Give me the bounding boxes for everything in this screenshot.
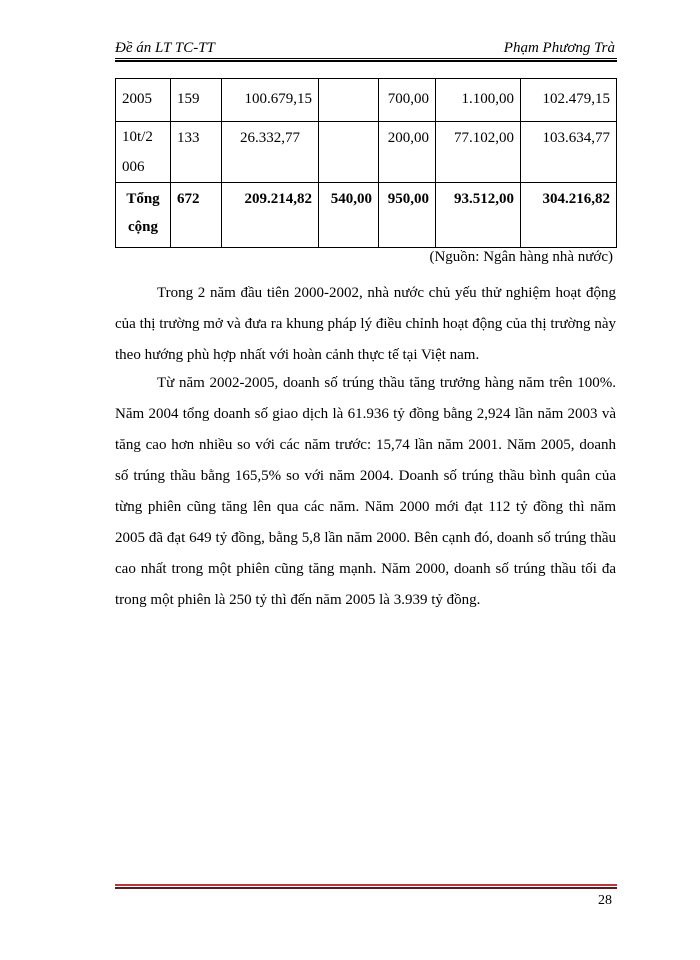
table-cell: 10t/2 006: [116, 122, 171, 183]
table-cell: 540,00: [319, 183, 379, 248]
table-cell: 672: [171, 183, 222, 248]
table-cell: [319, 79, 379, 122]
table-cell: 77.102,00: [436, 122, 521, 183]
table-cell: Tổng cộng: [116, 183, 171, 248]
table-cell: 93.512,00: [436, 183, 521, 248]
footer-rule: [115, 884, 617, 889]
table-cell: 26.332,77: [222, 122, 319, 183]
table-cell: 100.679,15: [222, 79, 319, 122]
page-number: 28: [598, 893, 612, 908]
table-cell: 103.634,77: [521, 122, 617, 183]
header-author: Phạm Phương Trà: [503, 40, 615, 56]
table-cell: 200,00: [379, 122, 436, 183]
paragraph: Từ năm 2002-2005, doanh số trúng thầu tăng trưởng hàng năm trên 100%. Năm 2004 tổng doanh số giao dịch là 61.936 tỷ đồng bằng 2,924 lần năm 2003 và tăng cao hơn nhiều so với các năm trước: 15,74 lần năm 2001. Năm 2005, doanh số trúng thầu bằng 165,5% so với năm 2004. Doanh số trúng thầu bình quân của từng phiên cũng tăng lên qua các năm. Năm 2000 mới đạt 112 tỷ đồng thì năm 2005 đã đạt 649 tỷ đồng, bằng 5,8 lần năm 2000. Bên cạnh đó, doanh số trúng thầu cao nhất trong một phiên cũng tăng mạnh. Năm 2000, doanh số trúng thầu tối đa trong một phiên là 250 tỷ thì đến năm 2005 là 3.939 tỷ đồng.: [115, 375, 616, 608]
source-note: (Nguồn: Ngân hàng nhà nước): [429, 249, 613, 265]
table-cell: 304.216,82: [521, 183, 617, 248]
header-rule: [115, 58, 617, 62]
table-cell: 159: [171, 79, 222, 122]
table-cell: 950,00: [379, 183, 436, 248]
data-table: [115, 78, 617, 248]
table-cell: 1.100,00: [436, 79, 521, 122]
table-cell: 700,00: [379, 79, 436, 122]
table-cell: [319, 122, 379, 183]
table-cell: 102.479,15: [521, 79, 617, 122]
table-row-total: [116, 183, 617, 248]
paragraph: Trong 2 năm đầu tiên 2000-2002, nhà nước chủ yếu thử nghiệm hoạt động của thị trường mở và đưa ra khung pháp lý điều chỉnh hoạt động của thị trường này theo hướng phù hợp nhất với hoàn cảnh thực tế tại Việt nam.: [115, 285, 616, 363]
table-cell: 209.214,82: [222, 183, 319, 248]
table-row: [116, 122, 617, 183]
table-cell: 2005: [116, 79, 171, 122]
table-cell: 133: [171, 122, 222, 183]
table-row: [116, 79, 617, 122]
header-title: Đề án LT TC-TT: [115, 40, 215, 56]
